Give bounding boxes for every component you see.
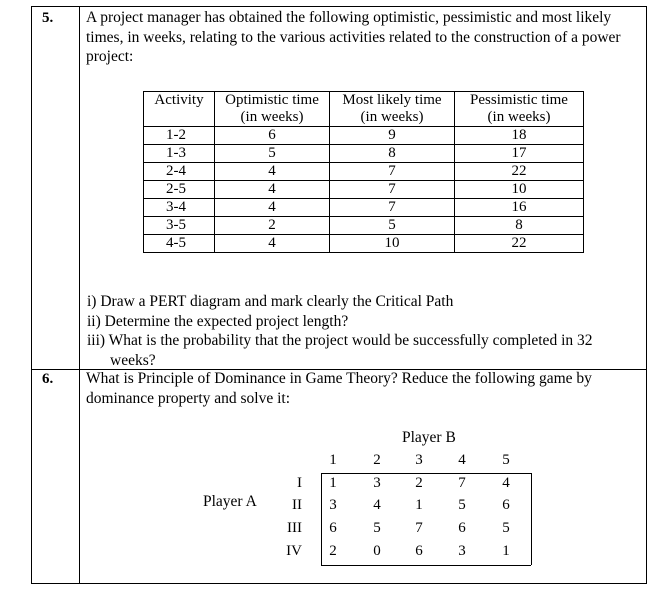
- column-label: 1: [329, 452, 337, 468]
- optimistic-cell: 4: [215, 199, 330, 217]
- table-header-row: [144, 92, 584, 127]
- payoff-cell: 6: [415, 543, 423, 559]
- question-5-part: iii) What is the probability that the project would be successfully completed in 32: [87, 332, 593, 349]
- column-label: 4: [458, 452, 466, 468]
- table-row: [144, 199, 584, 217]
- most-likely-cell: 10: [330, 235, 455, 253]
- header-optimistic: Optimistic time (in weeks): [215, 92, 330, 127]
- matrix-bottom-rule: [321, 565, 531, 566]
- payoff-cell: 1: [329, 475, 337, 491]
- question-6-line: What is Principle of Dominance in Game Theory? Reduce the following game by: [86, 370, 592, 387]
- question-5-line: project:: [86, 48, 134, 65]
- table-row: [144, 235, 584, 253]
- most-likely-cell: 7: [330, 181, 455, 199]
- question-5-number: 5.: [42, 10, 54, 26]
- optimistic-cell: 2: [215, 217, 330, 235]
- question-5-line: times, in weeks, relating to the various activities related to the construction of a power: [86, 28, 621, 46]
- optimistic-cell: 5: [215, 145, 330, 163]
- table-row: [144, 163, 584, 181]
- payoff-cell: 6: [329, 520, 337, 536]
- payoff-cell: 7: [415, 520, 423, 536]
- payoff-cell: 2: [329, 543, 337, 559]
- question-5-parts: [87, 292, 593, 370]
- most-likely-cell: 8: [330, 145, 455, 163]
- most-likely-cell: 9: [330, 127, 455, 145]
- question-6-text: [86, 369, 592, 408]
- question-5-text: [86, 8, 621, 67]
- payoff-cell: 3: [373, 475, 381, 491]
- matrix-right-bracket: [531, 473, 532, 565]
- header-most-likely: Most likely time (in weeks): [330, 92, 455, 127]
- header-pessimistic: Pessimistic time (in weeks): [455, 92, 584, 127]
- activity-cell: 2-4: [144, 163, 215, 181]
- matrix-top-rule: [321, 473, 531, 474]
- player-b-label: Player B: [402, 429, 456, 446]
- pessimistic-cell: 10: [455, 181, 584, 199]
- optimistic-cell: 4: [215, 163, 330, 181]
- activity-cell: 1-3: [144, 145, 215, 163]
- player-a-label: Player A: [203, 493, 257, 510]
- optimistic-cell: 4: [215, 235, 330, 253]
- question-6-line: dominance property and solve it:: [86, 389, 291, 407]
- column-label: 5: [502, 452, 510, 468]
- row-label: III: [287, 520, 302, 536]
- header-activity: Activity: [144, 92, 215, 127]
- most-likely-cell: 7: [330, 163, 455, 181]
- payoff-cell: 1: [502, 543, 510, 559]
- question-5-part: ii) Determine the expected project length?: [87, 312, 349, 330]
- question-6-number: 6.: [42, 371, 54, 387]
- pessimistic-cell: 22: [455, 235, 584, 253]
- row-label: IV: [286, 543, 302, 559]
- matrix-left-bracket: [321, 473, 322, 565]
- pessimistic-cell: 18: [455, 127, 584, 145]
- pessimistic-cell: 16: [455, 199, 584, 217]
- table-row: [144, 217, 584, 235]
- question-5-part: weeks?: [110, 351, 156, 369]
- payoff-cell: 5: [502, 520, 510, 536]
- payoff-cell: 4: [502, 475, 510, 491]
- optimistic-cell: 6: [215, 127, 330, 145]
- row-label: I: [297, 475, 302, 491]
- payoff-cell: 6: [458, 520, 466, 536]
- table-row: [144, 145, 584, 163]
- number-column-divider: [79, 6, 80, 584]
- payoff-cell: 6: [502, 497, 510, 513]
- payoff-cell: 3: [458, 543, 466, 559]
- payoff-cell: 3: [329, 497, 337, 513]
- activity-cell: 2-5: [144, 181, 215, 199]
- pessimistic-cell: 8: [455, 217, 584, 235]
- optimistic-cell: 4: [215, 181, 330, 199]
- table-row: [144, 127, 584, 145]
- payoff-cell: 1: [415, 497, 423, 513]
- pessimistic-cell: 22: [455, 163, 584, 181]
- activity-cell: 1-2: [144, 127, 215, 145]
- column-label: 3: [415, 452, 423, 468]
- table-row: [144, 181, 584, 199]
- payoff-cell: 5: [373, 520, 381, 536]
- pert-activity-table: [143, 91, 584, 253]
- activity-cell: 4-5: [144, 235, 215, 253]
- payoff-cell: 2: [415, 475, 423, 491]
- pessimistic-cell: 17: [455, 145, 584, 163]
- payoff-cell: 5: [458, 497, 466, 513]
- question-5-part: i) Draw a PERT diagram and mark clearly the Critical Path: [87, 293, 454, 310]
- payoff-cell: 4: [373, 497, 381, 513]
- question-5-line: A project manager has obtained the following optimistic, pessimistic and most likely: [86, 9, 612, 26]
- payoff-cell: 0: [373, 543, 381, 559]
- activity-cell: 3-5: [144, 217, 215, 235]
- payoff-cell: 7: [458, 475, 466, 491]
- row-label: II: [292, 497, 302, 513]
- activity-cell: 3-4: [144, 199, 215, 217]
- column-label: 2: [373, 452, 381, 468]
- most-likely-cell: 5: [330, 217, 455, 235]
- most-likely-cell: 7: [330, 199, 455, 217]
